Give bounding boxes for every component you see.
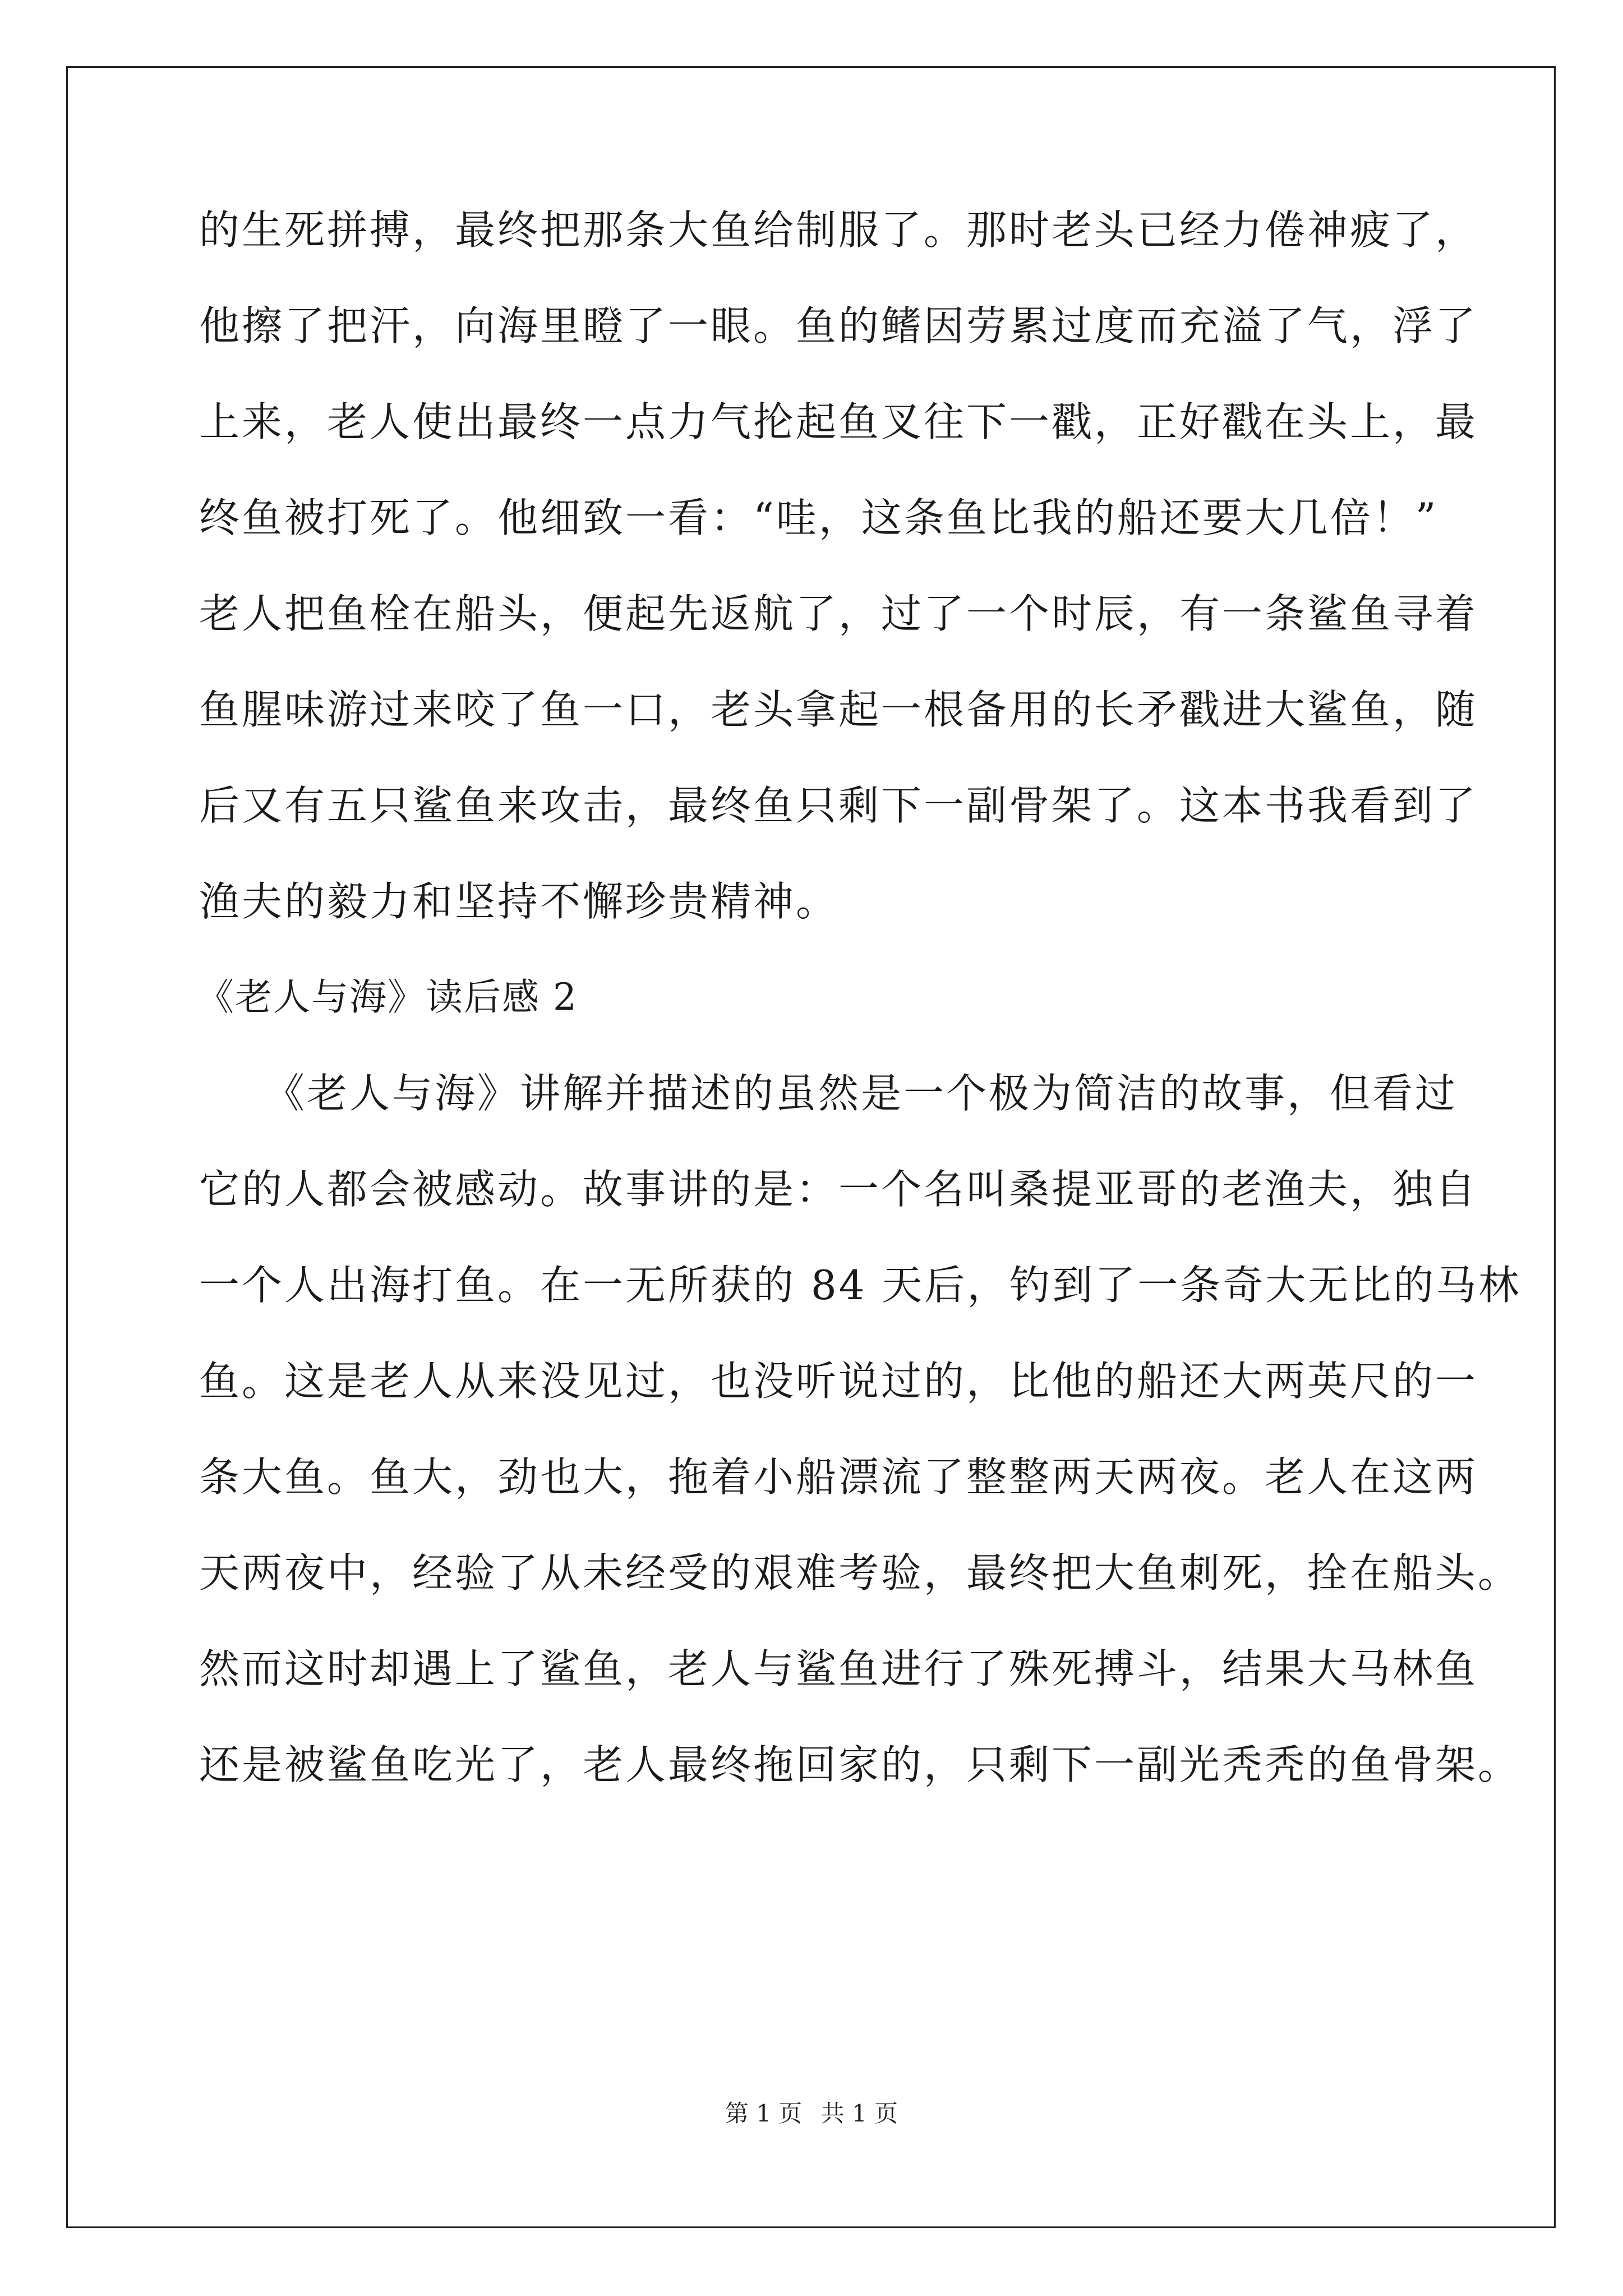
paragraph-line: 一个人出海打鱼。在一无所获的 84 天后，钓到了一条奇大无比的马林 — [199, 1262, 1521, 1309]
section-heading: 《老人与海》读后感 2 — [197, 976, 578, 1019]
page-border — [66, 66, 1556, 2228]
paragraph-line: 鱼。这是老人从来没见过，也没听说过的，比他的船还大两英尺的一 — [199, 1358, 1478, 1405]
paragraph-line: 终鱼被打死了。他细致一看：“哇，这条鱼比我的船还要大几倍！” — [199, 494, 1438, 541]
paragraph-line: 上来，老人使出最终一点力气抡起鱼叉往下一戳，正好戳在头上，最 — [199, 398, 1478, 445]
paragraph-line: 鱼腥味游过来咬了鱼一口，老头拿起一根备用的长矛戳进大鲨鱼，随 — [199, 686, 1478, 733]
page-number: 第 1 页 — [725, 2100, 803, 2127]
paragraph-line: 的生死拼搏，最终把那条大鱼给制服了。那时老头已经力倦神疲了， — [199, 206, 1478, 254]
paragraph-line: 老人把鱼栓在船头，便起先返航了，过了一个时辰，有一条鲨鱼寻着 — [199, 590, 1478, 637]
paragraph-line: 它的人都会被感动。故事讲的是：一个名叫桑提亚哥的老渔夫，独自 — [199, 1166, 1478, 1213]
paragraph-line: 条大鱼。鱼大，劲也大，拖着小船漂流了整整两天两夜。老人在这两 — [199, 1453, 1478, 1501]
paragraph-line: 渔夫的毅力和坚持不懈珍贵精神。 — [199, 878, 839, 925]
paragraph-line: 还是被鲨鱼吃光了，老人最终拖回家的，只剩下一副光秃秃的鱼骨架。 — [199, 1741, 1521, 1788]
paragraph-line: 他擦了把汗，向海里瞪了一眼。鱼的鳍因劳累过度而充溢了气，浮了 — [199, 302, 1478, 349]
paragraph-line: 天两夜中，经验了从未经受的艰难考验，最终把大鱼刺死，拴在船头。 — [199, 1549, 1521, 1596]
paragraph-line: 后又有五只鲨鱼来攻击，最终鱼只剩下一副骨架了。这本书我看到了 — [199, 782, 1478, 829]
paragraph-line: 然而这时却遇上了鲨鱼，老人与鲨鱼进行了殊死搏斗，结果大马林鱼 — [199, 1645, 1478, 1692]
page-footer — [0, 2097, 1623, 2131]
paragraph-line: 《老人与海》讲解并描述的虽然是一个极为简洁的故事，但看过 — [199, 1070, 1458, 1117]
page-total: 共 1 页 — [820, 2100, 898, 2127]
